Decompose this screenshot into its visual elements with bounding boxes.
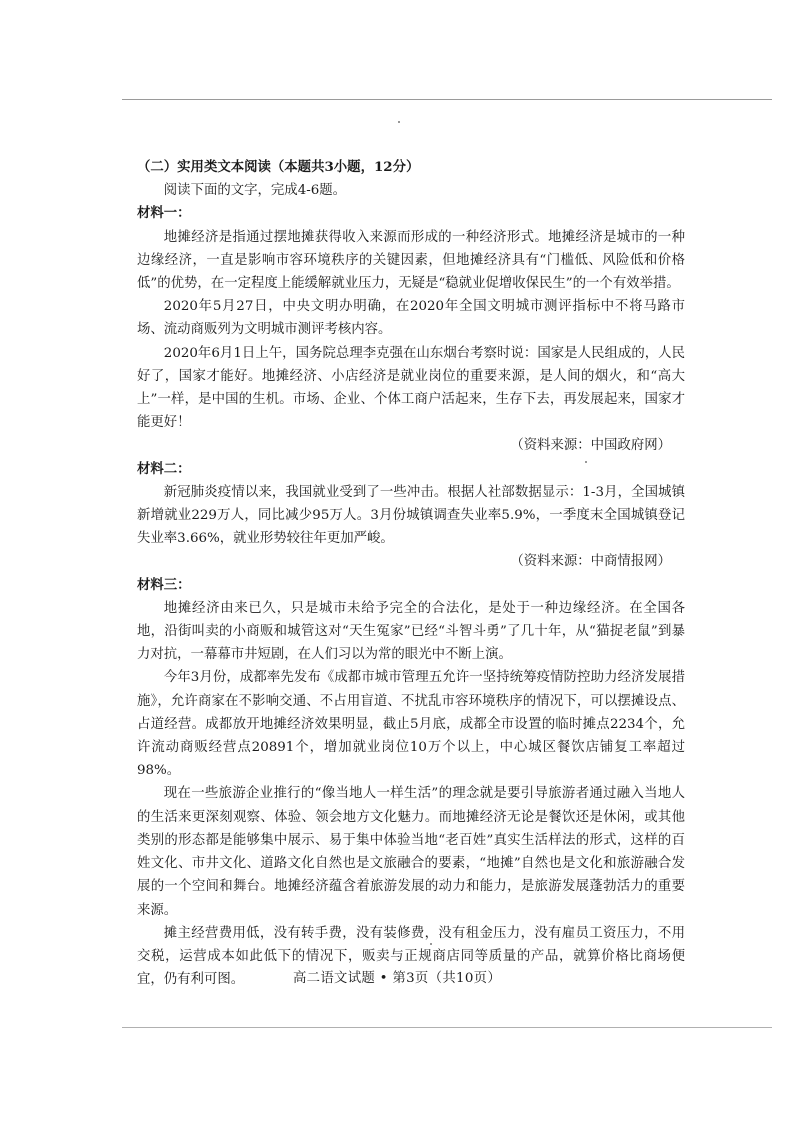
material-2-heading: 材料二： — [137, 460, 191, 477]
top-divider — [122, 99, 772, 100]
page-content — [137, 156, 685, 991]
section-title: （二）实用类文本阅读（本题共3小题，12分） — [137, 159, 420, 175]
page-footer: 高二语文试题 • 第3页（共10页） — [292, 971, 502, 986]
material-3-heading: 材料三： — [137, 576, 191, 593]
material-3-paragraph-3: 现在一些旅游企业推行的“像当地人一样生活”的理念就是要引导旅游者通过融入当地人的生活来更深刻观察、体验、领会地方文化魅力。而地摊经济无论是餐饮还是休闲，或其他类别的形态都是能够集中展示、易于集中体验当地“老百姓”真实生活样法的形式，这样的百姓文化、市井文化、道路文化自然也是文旅融合的要素，“地摊”自然也是文化和旅游融合发展的一个空间和舞台。地摊经济蕴含着旅游发展的动力和能力，是旅游发展蓬勃活力的重要来源。 — [137, 786, 685, 918]
material-1-paragraph-3: 2020年6月1日上午，国务院总理李克强在山东烟台考察时说：国家是人民组成的，人民好了，国家才能好。地摊经济、小店经济是就业岗位的重要来源，是人间的烟火，和“高大上”一样，是中国的生机。市场、企业、个体工商户活起来，生存下去，再发展起来，国家才能更好！ — [137, 345, 685, 431]
material-3-paragraph-4: 摊主经营费用低，没有转手费，没有装修费，没有租金压力，没有雇员工资压力，不用交税，运营成本如此低下的情况下，贩卖与正规商店同等质量的产品，就算价格比商场便宜，仍有利可图。 — [137, 925, 685, 988]
material-1-paragraph-2: 2020年5月27日，中央文明办明确，在2020年全国文明城市测评指标中不将马路市场、流动商贩列为文明城市测评考核内容。 — [137, 299, 685, 338]
material-2-source: （资料来源：中商情报网） — [510, 554, 671, 570]
material-2-paragraph-1: 新冠肺炎疫情以来，我国就业受到了一些冲击。根据人社部数据显示：1-3月，全国城镇新增就业229万人，同比减少95万人。3月份城镇调查失业率5.9%，一季度末全国城镇登记失业率3.66%，就业形势较往年更加严峻。 — [137, 484, 685, 547]
scan-speck — [398, 121, 400, 123]
instruction: 阅读下面的文字，完成4-6题。 — [163, 183, 347, 199]
bottom-divider — [122, 1027, 772, 1028]
material-1-source: （资料来源：中国政府网） — [510, 438, 671, 454]
material-3-paragraph-1: 地摊经济由来已久，只是城市未给予完全的合法化，是处于一种边缘经济。在全国各地，沿街叫卖的小商贩和城管这对“天生冤家”已经“斗智斗勇”了几十年，从“猫捉老鼠”到暴力对抗，一幕幕市井短剧，在人们习以为常的眼光中不断上演。 — [137, 600, 685, 663]
material-3-paragraph-2: 今年3月份，成都率先发布《成都市城市管理五允许一坚持统筹疫情防控助力经济发展措施》，允许商家在不影响交通、不占用盲道、不扰乱市容环境秩序的情况下，可以摆摊设点、占道经营。成都放开地摊经济效果明显，截止5月底，成都全市设置的临时摊点2234个，允许流动商贩经营点20891个，增加就业岗位10万个以上，中心城区餐饮店铺复工率超过98%。 — [137, 670, 685, 779]
material-1-paragraph-1: 地摊经济是指通过摆地摊获得收入来源而形成的一种经济形式。地摊经济是城市的一种边缘经济，一直是影响市容环境秩序的关键因素，但地摊经济具有“门槛低、风险低和价格低”的优势，在一定程度上能缓解就业压力，无疑是“稳就业促增收保民生”的一个有效举措。 — [137, 229, 685, 292]
material-1-heading: 材料一： — [137, 205, 191, 222]
